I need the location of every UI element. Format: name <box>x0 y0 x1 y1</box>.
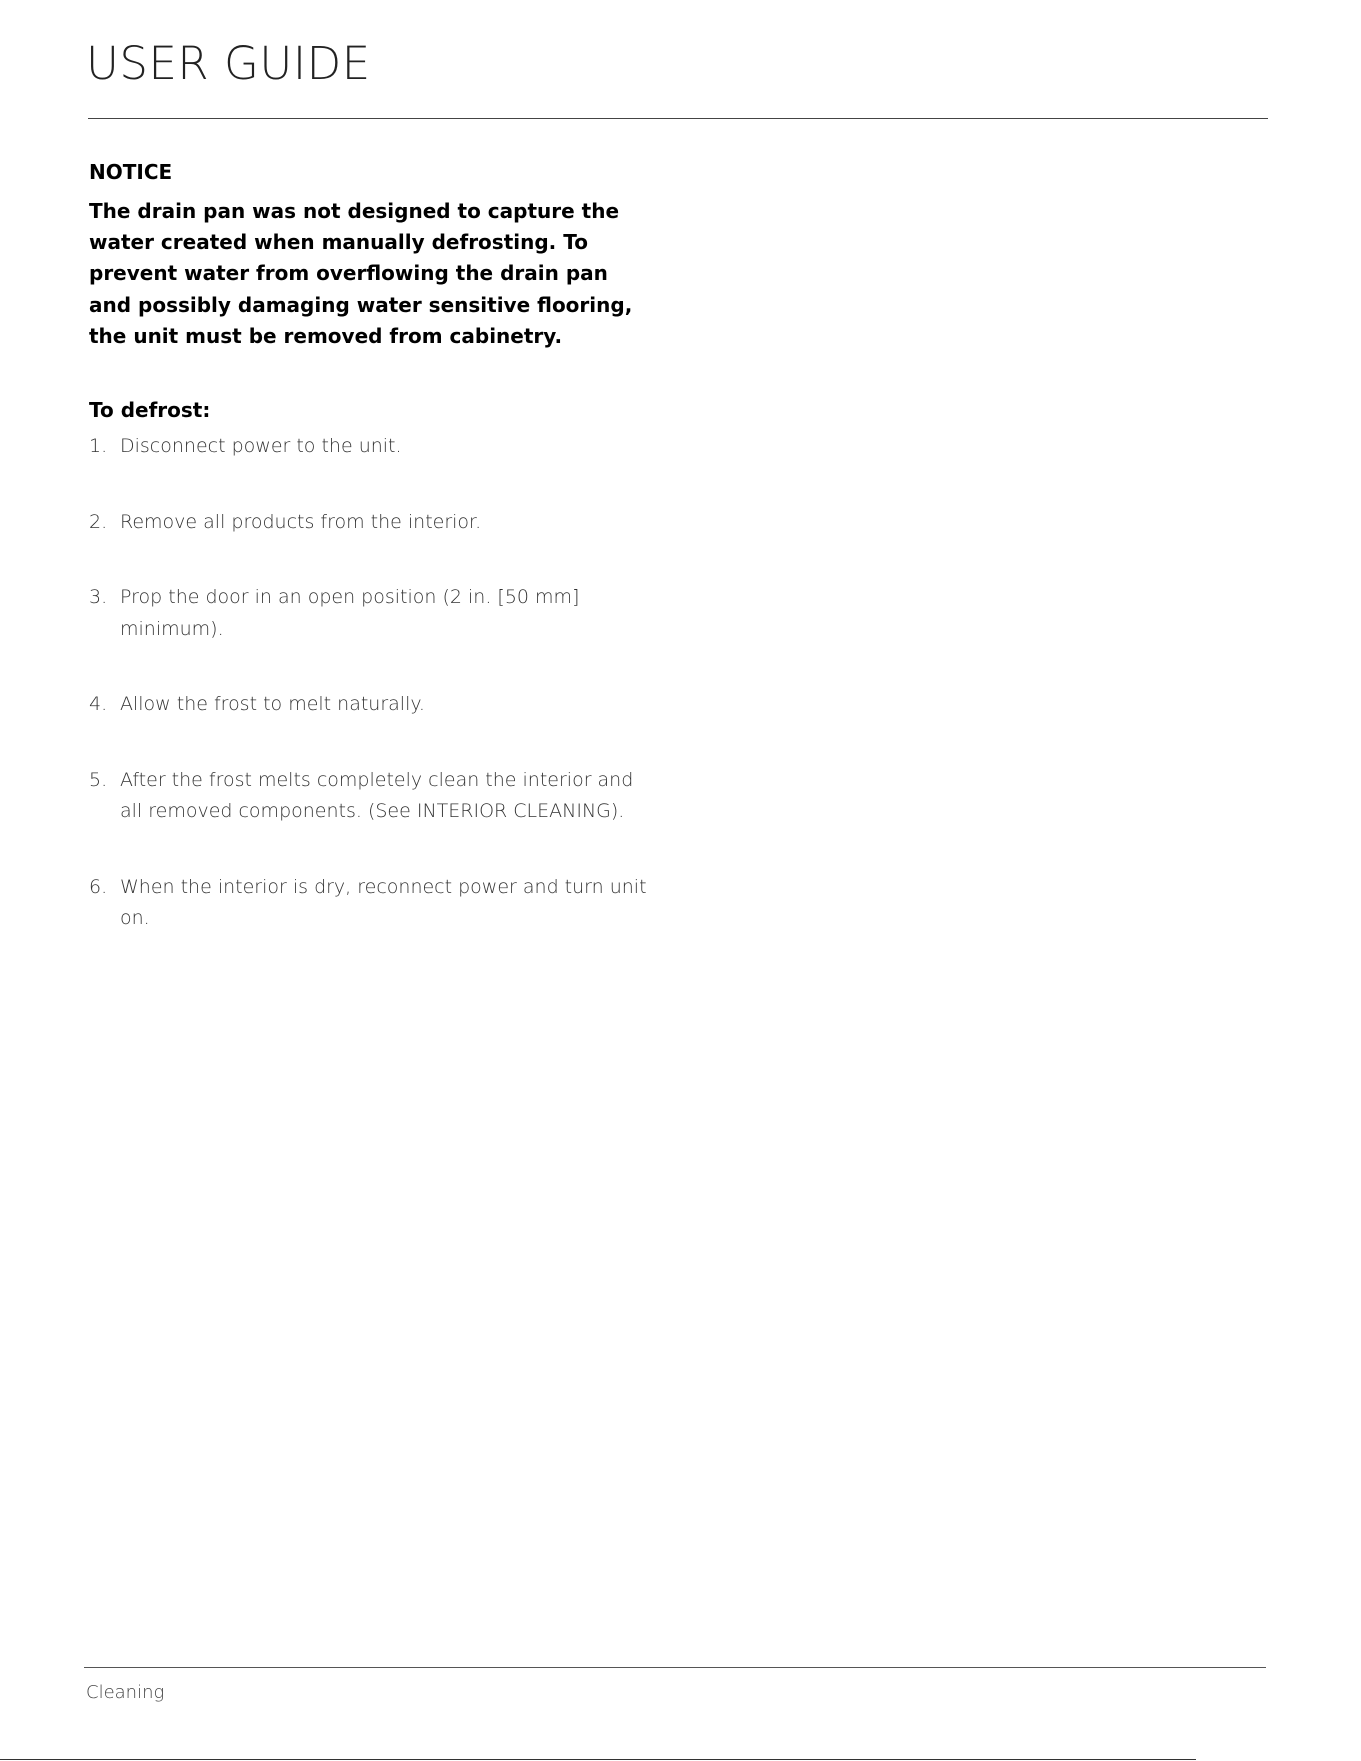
main-content <box>89 157 649 979</box>
footer-divider <box>84 1667 1266 1668</box>
step-number: 4. <box>89 693 108 716</box>
defrost-step-4 <box>89 689 649 721</box>
notice-text: The drain pan was not designed to capture the water created when manually defrosting. To prevent water from overflowing the drain pan and possibly damaging water sensitive flooring, the unit must be removed from cabinetry. <box>89 199 633 348</box>
header-divider <box>88 118 1268 119</box>
notice-heading: NOTICE <box>89 160 173 184</box>
step-number: 3. <box>89 586 108 609</box>
step-number: 2. <box>89 510 108 533</box>
defrost-step-1 <box>89 431 649 463</box>
step-text: When the interior is dry, reconnect power and turn unit on. <box>120 875 647 930</box>
defrost-steps-list <box>89 431 649 935</box>
step-text: Disconnect power to the unit. <box>120 435 402 458</box>
step-text: Remove all products from the interior. <box>120 510 482 533</box>
defrost-step-5 <box>89 765 649 828</box>
defrost-step-2 <box>89 507 649 539</box>
step-number: 1. <box>89 435 108 458</box>
defrost-step-3 <box>89 582 649 645</box>
step-text: Prop the door in an open position (2 in. [50 mm] minimum). <box>120 586 580 640</box>
defrost-step-6 <box>89 872 649 935</box>
page-title: USER GUIDE <box>86 37 371 90</box>
page-edge-line <box>0 1759 1196 1760</box>
defrost-heading: To defrost: <box>89 398 211 423</box>
step-text: After the frost melts completely clean the interior and all removed components. (See INTERIOR CLEANING). <box>120 768 634 823</box>
step-number: 6. <box>89 875 108 898</box>
step-text: Allow the frost to melt naturally. <box>120 693 425 716</box>
step-number: 5. <box>89 768 108 791</box>
footer-section-label: Cleaning <box>86 1682 165 1703</box>
